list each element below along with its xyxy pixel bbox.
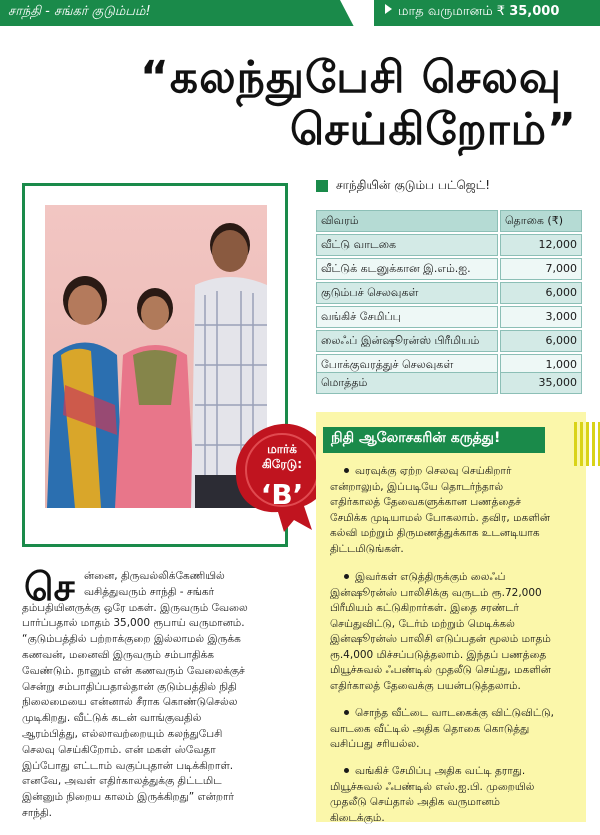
family-label: சாந்தி - சங்கர் குடும்பம்! [8,4,151,19]
header-notch [340,0,374,26]
triangle-icon [385,4,392,14]
bullet-icon [344,574,349,579]
row-amount: 12,000 [500,234,582,256]
row-amount: 6,000 [500,330,582,352]
row-item: வீட்டுக் கடனுக்கான இ.எம்.ஐ. [316,258,498,280]
table-row [316,306,582,328]
income-label: மாத வருமானம் ₹ [398,4,506,19]
row-item: வீட்டு வாடகை [316,234,498,256]
advisor-paragraph-2: இவர்கள் எடுத்திருக்கும் லைஃப் இன்ஷூரன்ஸ் பாலிசிக்கு வருடம் ரூ.72,000 பிரீமியம் கட்டுகிறார்கள். இதை சரண்டர் செய்துவிட்டு, டேர்ம் மற்றும் மெடிக்கல் இன்ஷூரன்ஸ் பாலிசி எடுப்பதன் மூலம் மாதம் ரூ.4,000 மிச்சப்படுத்தலாம். இந்தப் பணத்தை மியூச்சுவல் ஃபண்டில் முதலீடு செய்து, மகளின் எதிர்காலத் தேவைக்கு பயன்படுத்தலாம். [330,571,551,692]
row-item: குடும்பச் செலவுகள் [316,282,498,304]
header-band [0,0,600,26]
stripe-decoration [574,422,600,466]
row-amount: 7,000 [500,258,582,280]
advisor-paragraph-4: வங்கிச் சேமிப்பு அதிக வட்டி தராது. மியூச்சுவல் ஃபண்டில் எஸ்.ஐ.பி. முறையில் முதலீடு செய்தால் அதிக வருமானம் கிடைக்கும். [330,765,535,824]
column-header-item: விவரம் [316,210,498,232]
headline-line-2: செய்கிறோம்” [290,104,577,155]
table-row [316,234,582,256]
row-item: லைஃப் இன்ஷூரன்ஸ் பிரீமியம் [316,330,498,352]
seal-grade-value: ‘B’ [260,478,304,511]
bullet-icon [344,768,349,773]
row-amount: 1,000 [500,354,582,376]
square-bullet-icon [316,180,328,192]
total-label: மொத்தம் [316,372,498,394]
bullet-icon [344,468,349,473]
monthly-income [385,4,559,20]
row-amount: 6,000 [500,282,582,304]
row-amount: 3,000 [500,306,582,328]
table-row [316,258,582,280]
seal-text-grade-label: கிரேடு: [261,457,303,471]
bullet-icon [344,710,349,715]
drop-cap: செ [24,565,75,609]
row-item: வங்கிச் சேமிப்பு [316,306,498,328]
table-total-row [316,372,582,394]
row-item: போக்குவரத்துச் செலவுகள் [316,354,498,376]
budget-heading: சாந்தியின் குடும்ப பட்ஜெட்! [336,178,491,192]
advisor-paragraph-3: சொந்த வீட்டை வாடகைக்கு விட்டுவிட்டு, வாடகை வீட்டில் அதிக தொகை கொடுத்து வசிப்பது சரியல்ல. [330,707,554,750]
article-body: ன்னை, திருவல்லிக்கேணியில் வசித்துவரும் சாந்தி - சங்கர் தம்பதியினருக்கு ஒரே மகள். இருவரும் வேலை பார்ப்பதால் மாதம் 35,000 ரூபாய் வருமானம். “குடும்பத்தில் பற்றாக்குறை இல்லாமல் இருக்க கணவன், மனைவி இருவரும் சம்பாதிக்க வேண்டும். நானும் என் கணவரும் வேலைக்குச் சென்று சம்பாதிப்பதால்தான் குடும்பத்தில் நிதி நிலைமையை என்னால் சீராக கொண்டுசெல்ல முடிகிறது. வீட்டுக் கடன் வாங்குவதில் ஆரம்பித்து, எல்லாவற்றையும் கலந்துபேசி செலவு செய்கிறோம். என் மகள் ஸ்வேதா இப்போது எட்டாம் வகுப்புதான் படிக்கிறாள். எனவே, அவள் எதிர்காலத்துக்கு திட்டமிட இன்னும் நிறைய காலம் இருக்கிறது” என்றார் சாந்தி. [22,570,248,819]
total-amount: 35,000 [500,372,582,394]
table-row [316,330,582,352]
income-amount: 35,000 [509,4,560,19]
advisor-paragraph-1: வரவுக்கு ஏற்ற செலவு செய்கிறார் என்றாலும், இப்படியே தொடர்ந்தால் எதிர்காலத் தேவைகளுக்கான பணத்தைச் சேமிக்க முடியாமல் போகலாம். தவிர, மகளின் கல்வி மற்றும் திருமணத்துக்காக உடனடியாக திட்டமிடுங்கள். [330,465,551,555]
table-row [316,282,582,304]
table-header-row [316,210,582,232]
seal-text-mark: மார்க் [267,442,297,456]
advisor-title: நிதி ஆலோசகரின் கருத்து! [323,427,545,453]
headline-line-1: “கலந்துபேசி செலவு [140,52,562,103]
column-header-amount: தொகை (₹) [500,210,582,232]
